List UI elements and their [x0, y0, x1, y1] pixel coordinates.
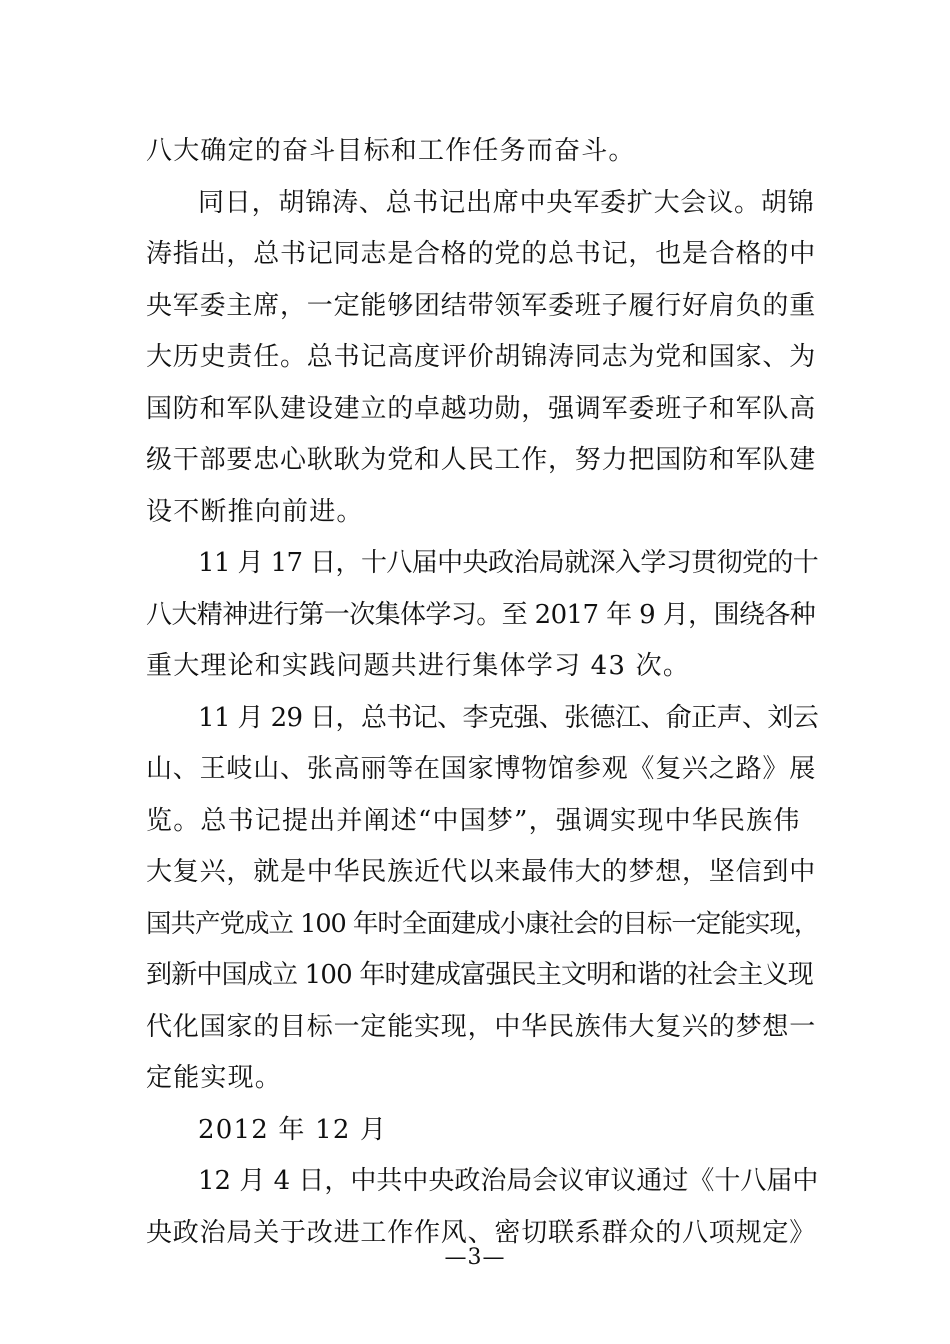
text-line: 览。总书记提出并阐述“中国梦”，强调实现中华民族伟 — [146, 805, 801, 836]
text-line: 12 月 4 日，中共中央政治局会议审议通过《十八届中 — [198, 1166, 819, 1196]
text-line: 国共产党成立 100 年时全面建成小康社会的目标一定能实现， — [146, 908, 819, 939]
text-line: 八大确定的奋斗目标和工作任务而奋斗。 — [146, 136, 636, 166]
text-line: 同日，胡锦涛、总书记出席中央军委扩大会议。胡锦 — [198, 187, 815, 218]
text-line: 11 月 29 日，总书记、李克强、张德江、俞正声、刘云 — [198, 702, 819, 733]
text-line: 代化国家的目标一定能实现，中华民族伟大复兴的梦想一 — [146, 1011, 817, 1042]
text-line: 央政治局关于改进工作作风、密切联系群众的八项规定》 — [146, 1217, 817, 1248]
text-line: 涛指出，总书记同志是合格的党的总书记，也是合格的中 — [146, 239, 817, 269]
text-line: 重大理论和实践问题共进行集体学习 43 次。 — [146, 651, 691, 681]
text-line: 山、王岐山、张高丽等在国家博物馆参观《复兴之路》展 — [146, 754, 817, 784]
text-line: 大复兴，就是中华民族近代以来最伟大的梦想，坚信到中 — [146, 857, 817, 887]
text-line: 央军委主席，一定能够团结带领军委班子履行好肩负的重 — [146, 290, 817, 321]
text-line: 大历史责任。总书记高度评价胡锦涛同志为党和国家、为 — [146, 342, 817, 372]
text-line: 定能实现。 — [146, 1063, 283, 1093]
text-line: 设不断推向前进。 — [146, 496, 364, 527]
text-line: 11 月 17 日，十八届中央政治局就深入学习贯彻党的十 — [198, 548, 819, 578]
text-line: 级干部要忠心耿耿为党和人民工作，努力把国防和军队建 — [146, 445, 817, 475]
text-line: 八大精神进行第一次集体学习。至 2017 年 9 月，围绕各种 — [146, 599, 816, 630]
page-number: —3— — [444, 1245, 506, 1270]
text-line: 到新中国成立 100 年时建成富强民主文明和谐的社会主义现 — [146, 960, 813, 990]
body-text — [146, 126, 818, 1259]
section-heading: 2012 年 12 月 — [198, 1114, 388, 1145]
text-line: 国防和军队建设建立的卓越功勋，强调军委班子和军队高 — [146, 393, 817, 424]
